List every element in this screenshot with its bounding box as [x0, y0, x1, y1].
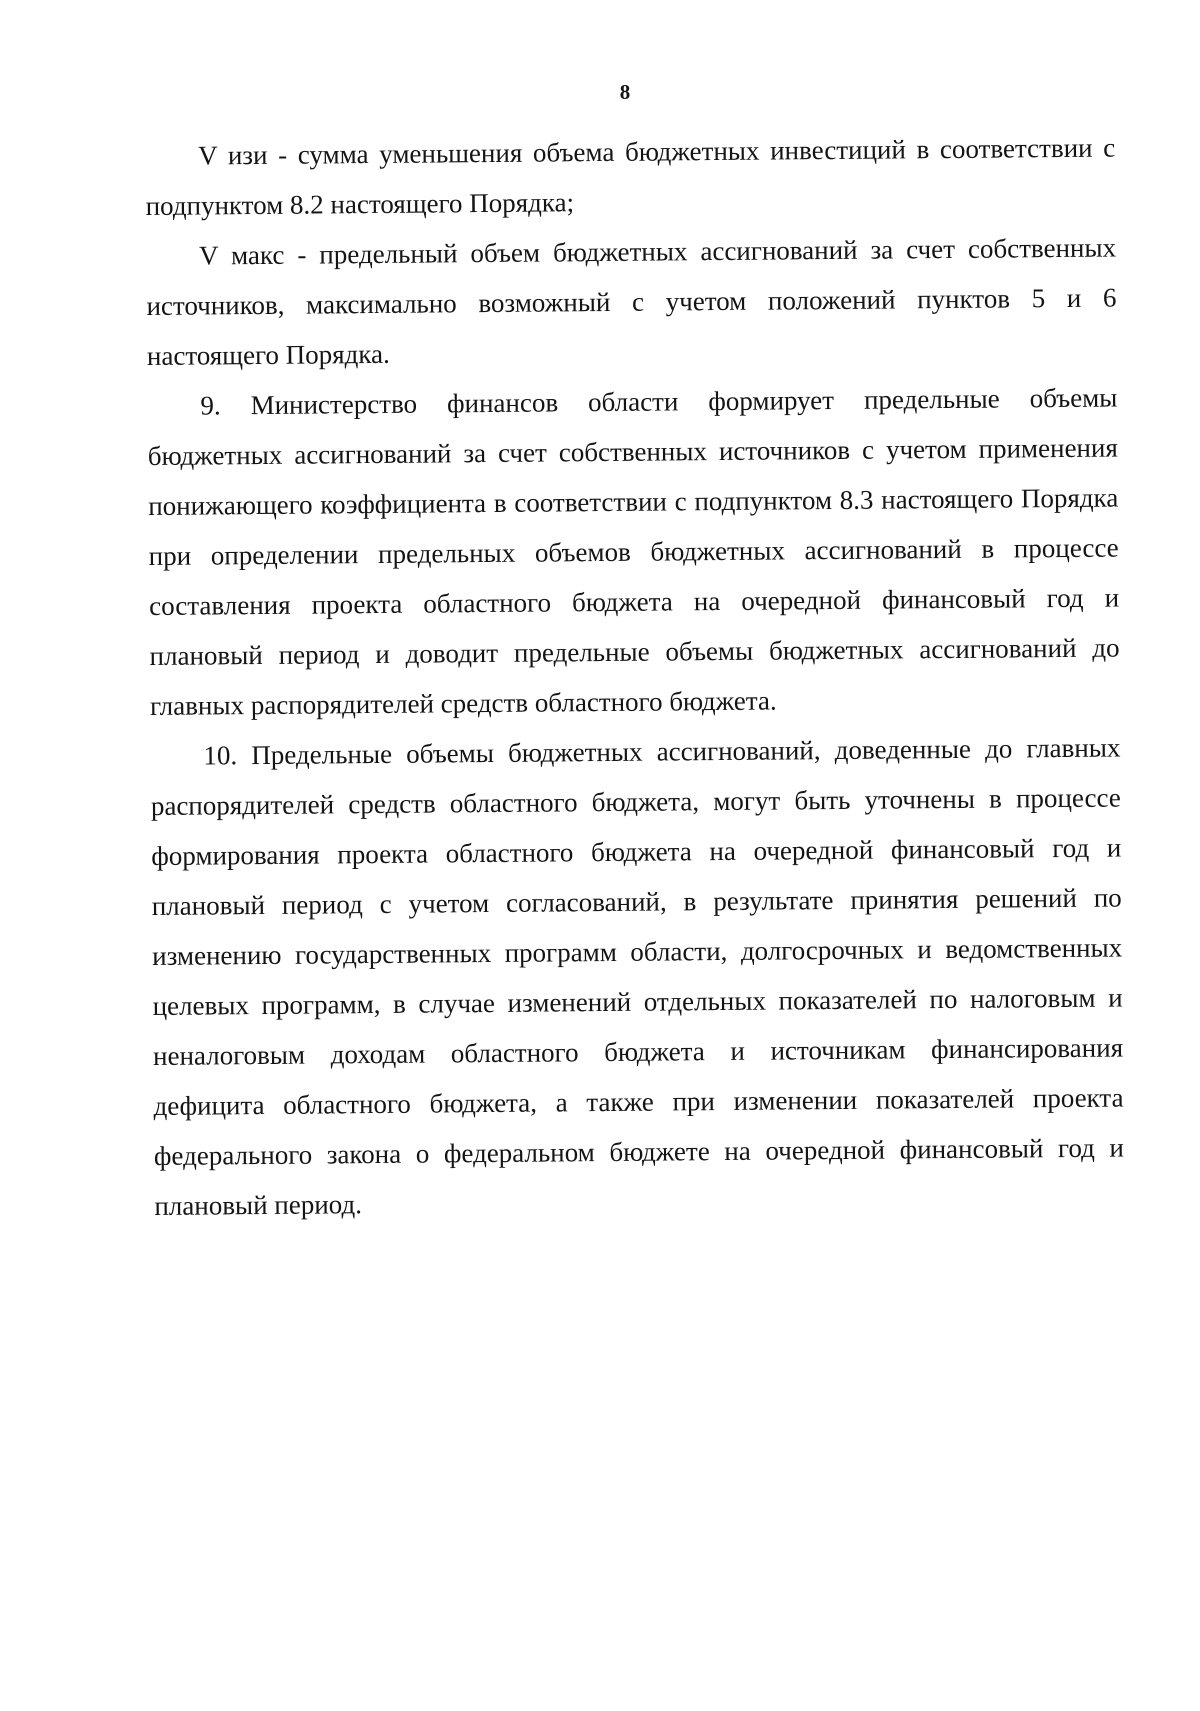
paragraph-item-9: 9. Министерство финансов области формирует предельные объемы бюджетных ассигнований за счет собственных источников с учетом применения понижающего коэффициента в соответствии с подпунктом 8.3 настоящего Порядка при определении предельных объемов бюджетных ассигнований в процессе составления проекта областного бюджета на очередной финансовый год и плановый период и доводит предельные объемы бюджетных ассигнований до главных распорядителей средств областного бюджета.	[147, 382, 1120, 721]
paragraph-v-maks-definition: V макс - предельный объем бюджетных ассигнований за счет собственных источников, максимально возможный с учетом положений пунктов 5 и 6 настоящего Порядка.	[146, 232, 1117, 371]
paragraph-item-10: 10. Предельные объемы бюджетных ассигнований, доведенные до главных распорядителей средств областного бюджета, могут быть уточнены в процессе формирования проекта областного бюджета на очередной финансовый год и плановый период с учетом согласований, в результате принятия решений по изменению государственных программ области, долгосрочных и ведомственных целевых программ, в случае изменений отдельных показателей по налоговым и неналоговым доходам областного бюджета и источникам финансирования дефицита областного бюджета, а также при изменении показателей проекта федерального закона о федеральном бюджете на очередной финансовый год и плановый период.	[150, 732, 1125, 1221]
document-body	[145, 123, 1125, 1231]
paragraph-v-izi-definition: V изи - сумма уменьшения объема бюджетных инвестиций в соответствии с подпунктом 8.2 настоящего Порядка;	[145, 132, 1116, 221]
page-number: 8	[619, 80, 631, 104]
